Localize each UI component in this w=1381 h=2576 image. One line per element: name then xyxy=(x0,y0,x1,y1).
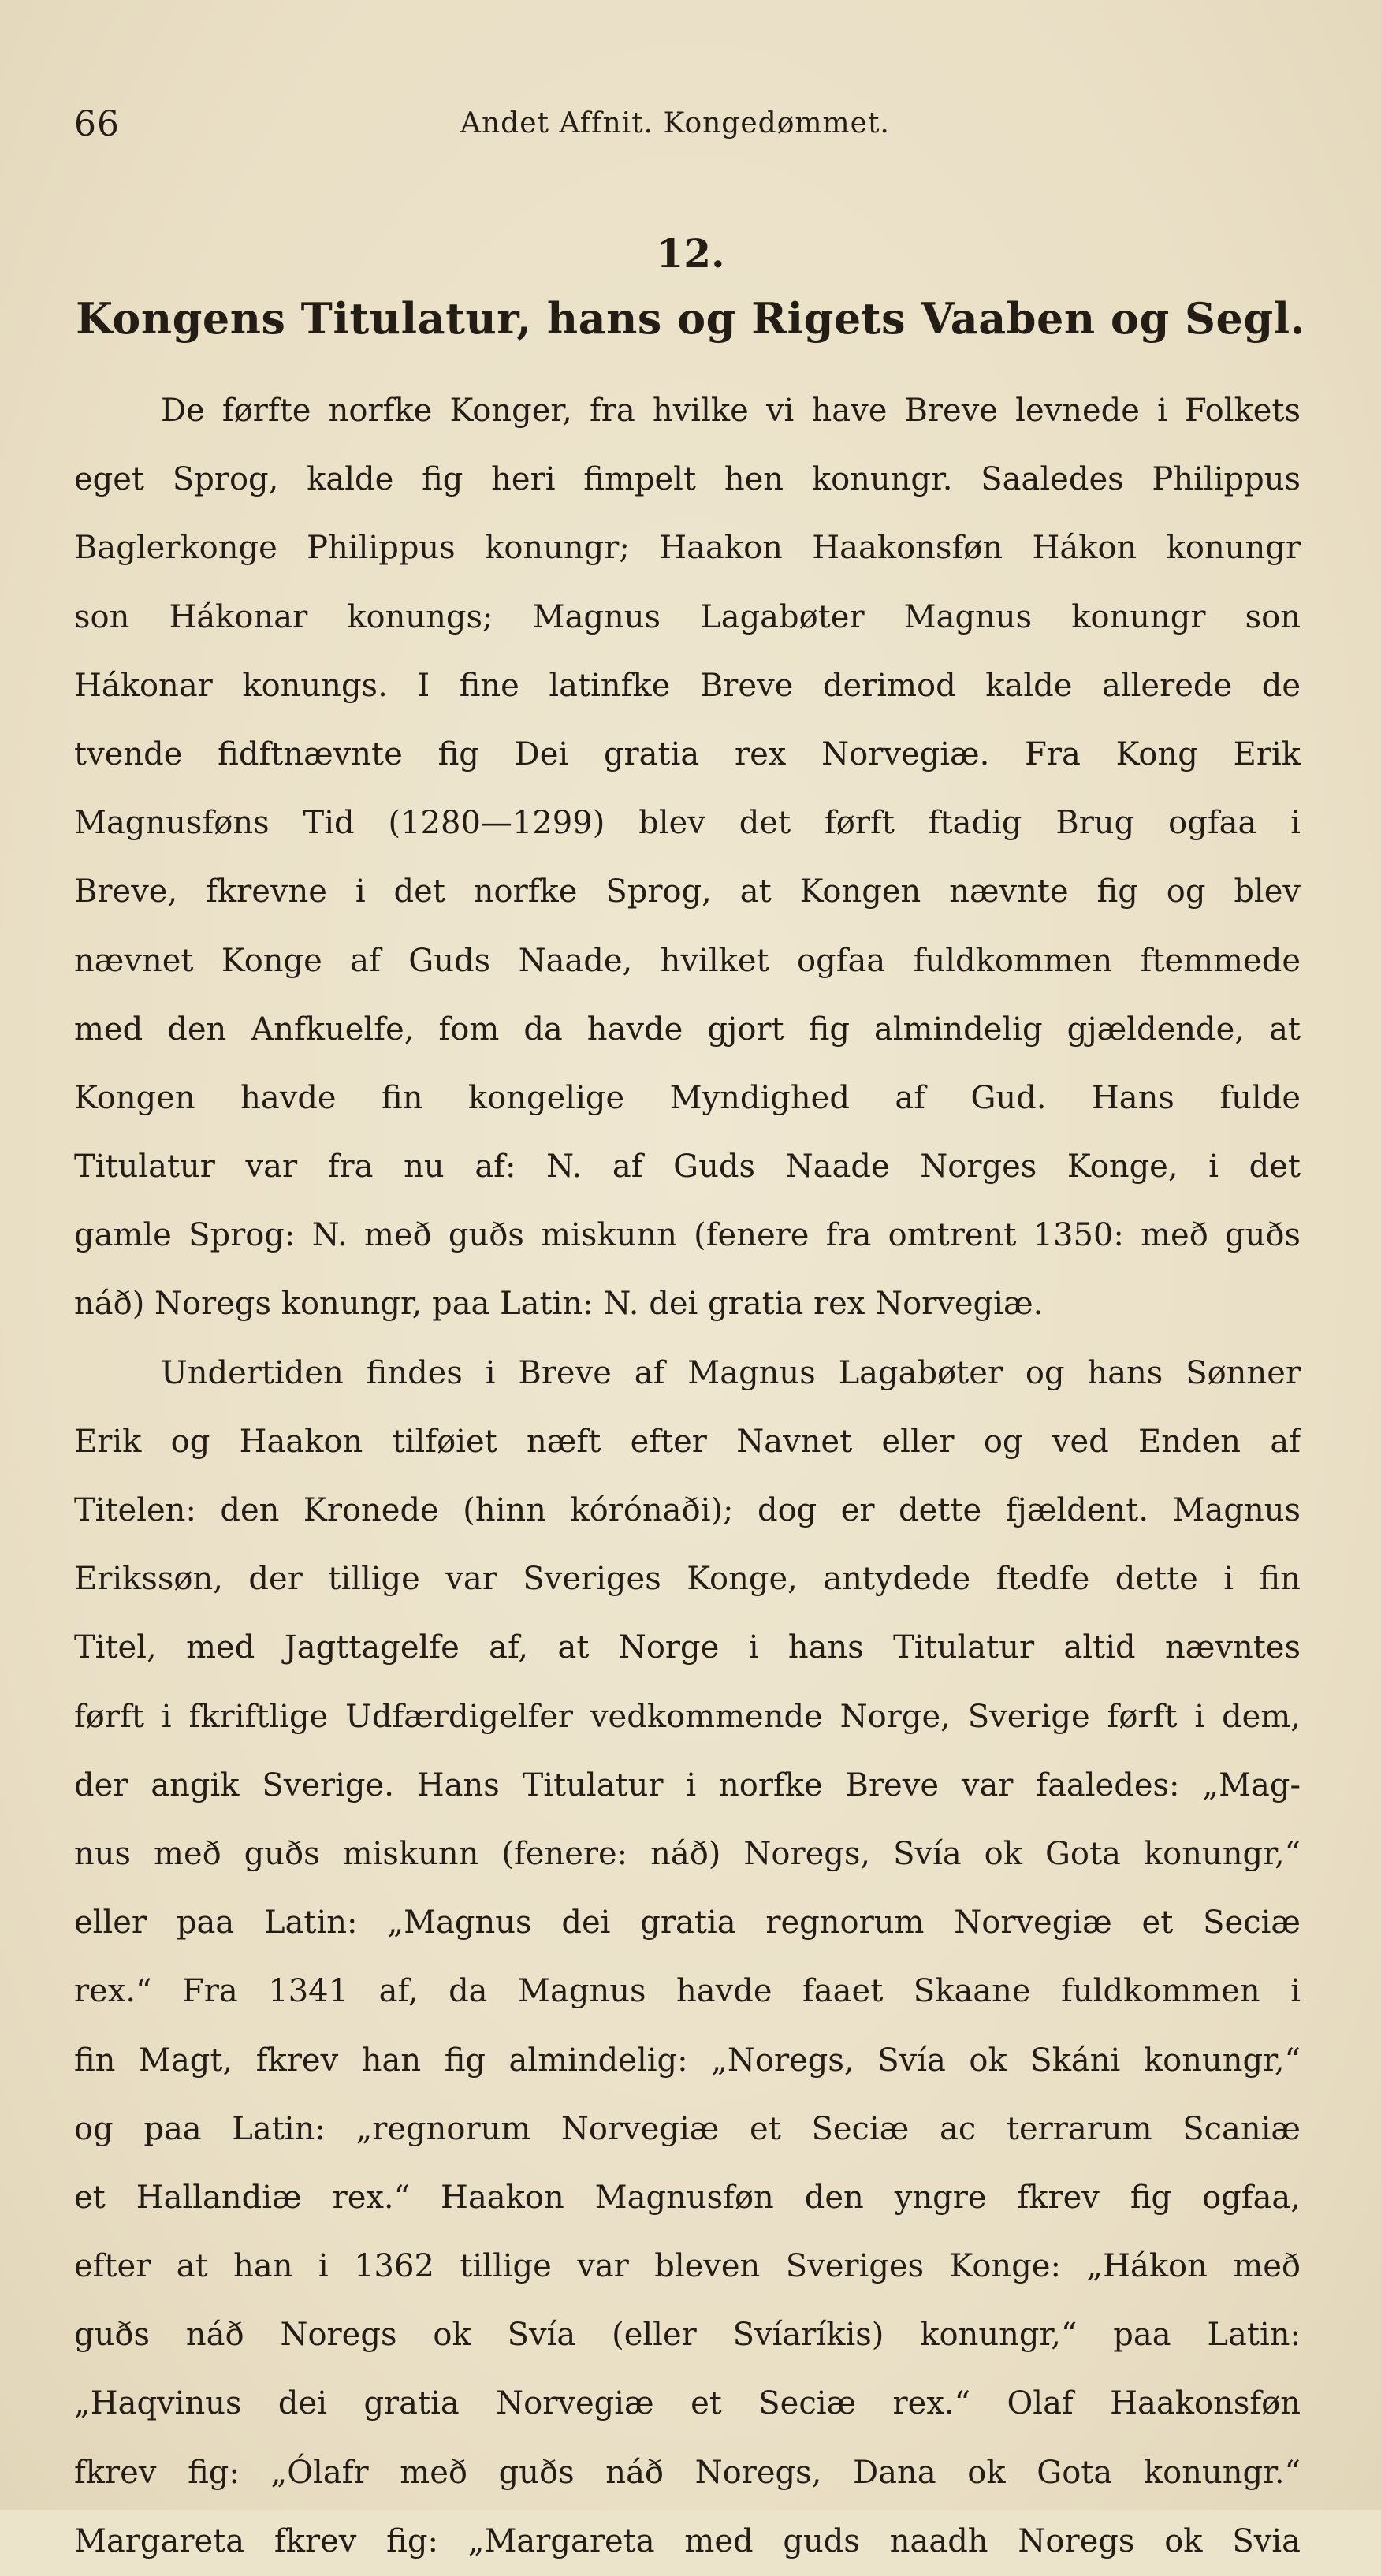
text-line: rex.“ Fra 1341 af, da Magnus havde faaet Skaane fuldkommen i xyxy=(74,1973,1301,2010)
running-head xyxy=(74,104,1312,159)
text-line: Titelen: den Kronede (hinn kórónaði); dog er dette fjældent. Magnus xyxy=(74,1492,1301,1528)
text-line: náð) Noregs konungr, paa Latin: N. dei gratia rex Norvegiæ. xyxy=(74,1286,1044,1323)
text-line: førft i fkriftlige Udfærdigelfer vedkommende Norge, Sverige førft i dem, xyxy=(74,1698,1301,1735)
text-line: Erikssøn, der tillige var Sveriges Konge, antydede ftedfe dette i fin xyxy=(74,1561,1301,1598)
text-line: Titulatur var fra nu af: N. af Guds Naade Norges Konge, i det xyxy=(74,1148,1301,1186)
section-title: Kongens Titulatur, hans og Rigets Vaaben og Segl. xyxy=(76,293,1305,344)
text-line: guðs náð Noregs ok Svía (eller Svíaríkis) konungr,“ paa Latin: xyxy=(74,2317,1301,2354)
body-text xyxy=(74,377,1301,2576)
text-line: efter at han i 1362 tillige var bleven Sveriges Konge: „Hákon með xyxy=(74,2248,1301,2285)
text-line: med den Anfkuelfe, fom da havde gjort fig almindelig gjældende, at xyxy=(74,1011,1301,1048)
text-line: De førfte norfke Konger, fra hvilke vi have Breve levnede i Folkets xyxy=(161,393,1301,429)
text-line: fkrev fig: „Ólafr með guðs náð Noregs, Dana ok Gota konungr.“ xyxy=(74,2454,1301,2491)
text-line: eller paa Latin: „Magnus dei gratia regnorum Norvegiæ et Seciæ xyxy=(74,1904,1301,1941)
text-line: der angik Sverige. Hans Titulatur i norfke Breve var faaledes: „Mag- xyxy=(74,1766,1301,1804)
text-line: Kongen havde fin kongelige Myndighed af Gud. Hans fulde xyxy=(74,1079,1301,1116)
text-line: og paa Latin: „regnorum Norvegiæ et Seciæ ac terrarum Scaniæ xyxy=(74,2110,1301,2147)
text-line: Margareta fkrev fig: „Margareta med guds naadh Noregs ok Svia xyxy=(74,2522,1301,2559)
text-line: Baglerkonge Philippus konungr; Haakon Haakonsføn Hákon konungr xyxy=(74,530,1301,567)
running-title: Andet Affnit. Kongedømmet. xyxy=(460,107,890,140)
text-line: nævnet Konge af Guds Naade, hvilket ogfaa fuldkommen ftemmede xyxy=(74,942,1301,979)
text-line: Breve, fkrevne i det norfke Sprog, at Kongen nævnte fig og blev xyxy=(74,873,1301,910)
text-line: Undertiden findes i Breve af Magnus Lagabøter og hans Sønner xyxy=(161,1354,1301,1391)
text-line: fin Magt, fkrev han fig almindelig: „Noregs, Svía ok Skáni konungr,“ xyxy=(74,2042,1301,2079)
text-line: tvende fidftnævnte fig Dei gratia rex Norvegiæ. Fra Kong Erik xyxy=(74,735,1301,772)
text-line: Magnusføns Tid (1280—1299) blev det førft ftadig Brug ogfaa i xyxy=(74,805,1301,842)
section-number: 12. xyxy=(656,230,725,277)
text-line: „Haqvinus dei gratia Norvegiæ et Seciæ rex.“ Olaf Haakonsføn xyxy=(74,2385,1301,2422)
page-number: 66 xyxy=(74,104,120,144)
text-line: son Hákonar konungs; Magnus Lagabøter Magnus konungr son xyxy=(74,598,1301,635)
text-line: et Hallandiæ rex.“ Haakon Magnusføn den yngre fkrev fig ogfaa, xyxy=(74,2179,1301,2216)
text-line: gamle Sprog: N. með guðs miskunn (fenere fra omtrent 1350: með guðs xyxy=(74,1217,1301,1254)
text-line: nus með guðs miskunn (fenere: náð) Noregs, Svía ok Gota konungr,“ xyxy=(74,1835,1301,1872)
text-line: Erik og Haakon tilføiet næft efter Navnet eller og ved Enden af xyxy=(74,1423,1301,1460)
text-line: Hákonar konungs. I fine latinfke Breve derimod kalde allerede de xyxy=(74,667,1301,704)
text-line: eget Sprog, kalde fig heri fimpelt hen konungr. Saaledes Philippus xyxy=(74,461,1301,498)
text-line: Titel, med Jagttagelfe af, at Norge i hans Titulatur altid nævntes xyxy=(74,1629,1301,1666)
